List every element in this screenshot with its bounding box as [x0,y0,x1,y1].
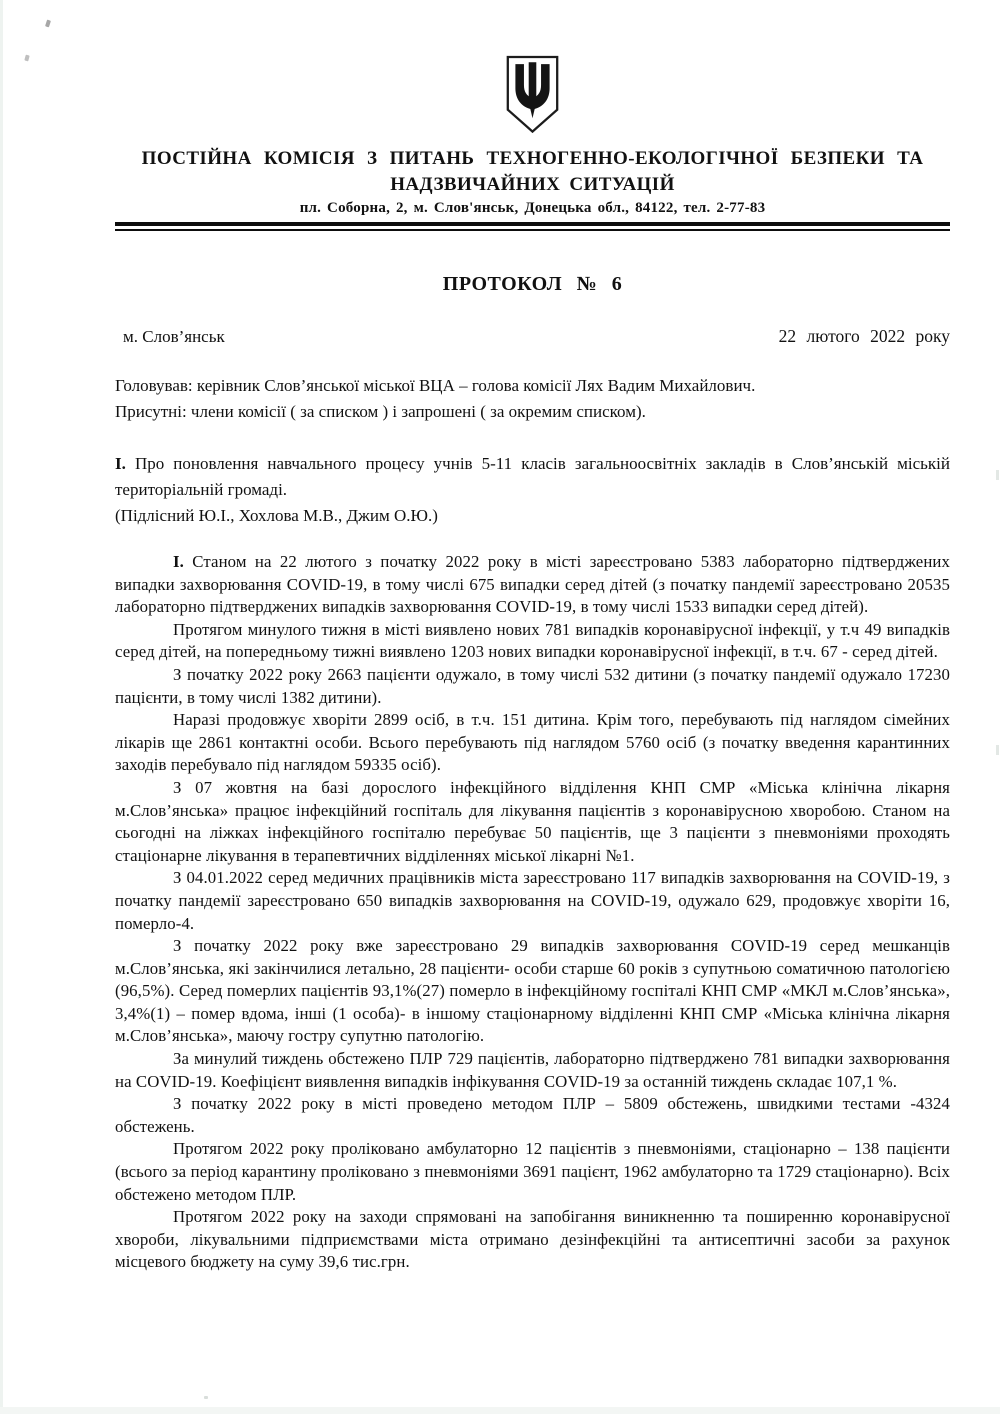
body-paragraph: З 04.01.2022 серед медичних працівників міста зареєстровано 117 випадків захворювання на COVID-19, з початку пандемії зареєстровано 650 випадків захворювання на COVID-19, одужало 629, продовжує хворіти 16, померло-4. [115,868,950,933]
header-rule-thin [115,229,950,231]
intro-block [115,373,950,425]
chaired-line: Головував: керівник Слов’янської міської ВЦА – голова комісії Лях Вадим Михайлович. [115,376,756,395]
body-paragraph: Протягом минулого тижня в місті виявлено нових 781 випадків коронавірусної інфекції, у т.ч 49 випадків серед дітей, на попередньому тижні виявлено 1203 нових випадки коронавірусної інфекції, в т.ч. 67 - серед дітей. [115,619,950,662]
body-paragraph: З початку 2022 року вже зареєстровано 29 випадків захворювання COVID-19 серед мешканців м.Слов’янська, які закінчилися летально, 28 пацієнти- особи старше 60 років з супутньою соматичною патологією (96,5%). Серед померлих пацієнтів 93,1%(27) померло в інфекційному госпіталі КНП СМР «МКЛ м.Слов’янська», 3,4%(1) – помер вдома, інші (1 особа)- в іншому стаціонарному відділенні КНП СМР «Міська клінічна лікарня м.Слов’янська», маючу гостру супутню патологію. [115,936,950,1046]
scan-speck [24,55,29,62]
scan-edge-bottom [0,1407,1000,1414]
body-paragraph: І. Станом на 22 лютого з початку 2022 року в місті зареєстровано 5383 лабораторно підтверджених випадки захворювання COVID-19, в тому числі 675 випадки серед дітей (з початку пандемії зареєстровано 20535 лабораторно підтверджених випадків захворювання COVID-19, в тому числі 1533 випадки серед дітей). [115,552,950,617]
agenda-item-text: Про поновлення навчального процесу учнів 5-11 класів загальноосвітніх закладів в Слов’янській міській територіальній громаді. [115,454,951,499]
header-rule-thick [115,222,950,226]
body-paragraph: З 07 жовтня на базі дорослого інфекційного відділення КНП СМР «Міська клінічна лікарня м.Слов’янська» працює інфекційний госпіталь для лікування пацієнтів з коронавірусною хворобою. Станом на сьогодні на ліжках інфекційного госпіталю перебуває 50 пацієнтів, ще 3 пацієнти з пневмоніями проходять стаціонарне лікування в терапевтичних відділеннях міської лікарні №1. [115,777,950,865]
org-address: пл. Соборна, 2, м. Слов'янськ, Донецька обл., 84122, тел. 2-77-83 [299,200,766,216]
scan-speck [204,1396,208,1399]
emblem-wrap [115,55,950,134]
present-line: Присутні: члени комісії ( за списком ) і запрошені ( за окремим списком). [115,402,646,421]
scan-speck [45,20,51,28]
document-content [115,0,950,1274]
scan-speck [996,470,999,480]
meta-place: м. Слов’янськ [123,327,225,346]
org-name [115,146,950,198]
document-title: ПРОТОКОЛ № 6 [442,273,623,295]
scan-speck [996,745,999,755]
org-name-line1: ПОСТІЙНА КОМІСІЯ З ПИТАНЬ ТЕХНОГЕННО-ЕКОЛОГІЧНОЇ БЕЗПЕКИ ТА [141,148,924,169]
body-paragraph: З початку 2022 року 2663 пацієнти одужало, в тому числі 532 дитини (з початку пандемії одужало 17230 пацієнти, в тому числі 1382 дитини). [115,664,950,707]
agenda-number: І. [115,454,126,473]
agenda-block [115,451,950,529]
meta-date: 22 лютого 2022 року [778,326,950,346]
scan-edge-left [0,0,3,1414]
body-text [115,551,950,1274]
body-paragraph: Протягом 2022 року на заходи спрямовані на запобігання виникненню та поширенню коронавірусної хвороби, лікувальними підприємствами міста отримано дезінфекційні та антисептичні засоби за рахунок місцевого бюджету на суму 39,6 тис.грн. [115,1207,950,1272]
paragraph-lead: І. [173,552,184,571]
body-paragraph: З початку 2022 року в місті проведено методом ПЛР – 5809 обстежень, швидкими тестами -4324 обстежень. [115,1094,950,1136]
body-paragraph: За минулий тиждень обстежено ПЛР 729 пацієнтів, лабораторно підтверджено 781 випадки захворювання на COVID-19. Коефіцієнт виявлення випадків інфікування COVID-19 за останній тиждень складає 107,1 %. [115,1049,950,1091]
agenda-item [115,451,950,503]
agenda-speakers: (Підлісний Ю.І., Хохлова М.В., Джим О.Ю.) [115,506,438,525]
org-name-line2: НАДЗВИЧАЙНИХ СИТУАЦІЙ [390,174,675,195]
body-paragraph: Наразі продовжує хворіти 2899 осіб, в т.ч. 151 дитина. Крім того, перебувають під наглядом сімейних лікарів ще 2861 контактні особи. Всього перебувають під наглядом 5760 осіб (з початку введення карантинних заходів перебувало під наглядом 59335 осіб). [115,710,950,775]
meta-row [115,326,950,347]
body-paragraph: Протягом 2022 року проліковано амбулаторно 12 пацієнтів з пневмоніями, стаціонарно – 138 пацієнти (всього за період карантину проліковано з пневмоніями 3691 пацієнт, 1962 амбулаторно та 1729 стаціонарно). Всіх обстежено методом ПЛР. [115,1139,950,1204]
ukraine-trident-emblem-icon [504,55,561,134]
